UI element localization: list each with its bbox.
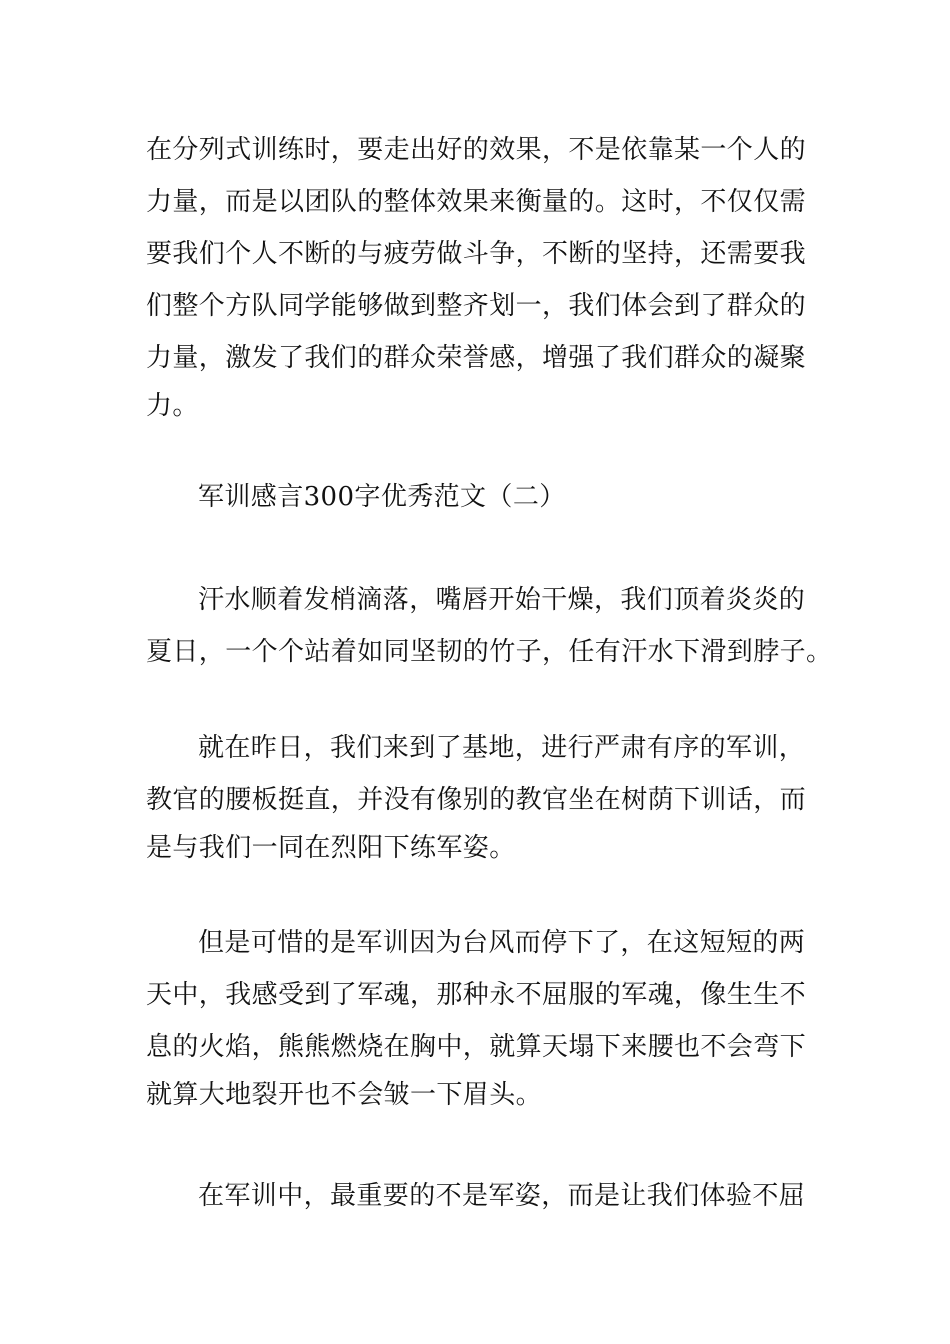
paragraph-line: 在军训中，最重要的不是军姿，而是让我们体验不屈 [198, 1181, 806, 1211]
paragraph-line: 力量，而是以团队的整体效果来衡量的。这时，不仅仅需 [146, 187, 807, 217]
section-heading: 军训感言300字优秀范文（二） [198, 482, 566, 512]
paragraph-line: 在分列式训练时，要走出好的效果，不是依靠某一个人的 [146, 135, 807, 165]
paragraph-line: 力。 [146, 391, 199, 421]
paragraph-line: 力量，激发了我们的群众荣誉感，增强了我们群众的凝聚 [146, 343, 807, 373]
paragraph-line: 夏日，一个个站着如同坚韧的竹子，任有汗水下滑到脖子。 [146, 637, 833, 667]
paragraph-line: 们整个方队同学能够做到整齐划一，我们体会到了群众的 [146, 291, 807, 321]
paragraph-line: 教官的腰板挺直，并没有像别的教官坐在树荫下训话，而 [146, 785, 807, 815]
paragraph-line: 就在昨日，我们来到了基地，进行严肃有序的军训， [198, 733, 806, 763]
paragraph-line: 是与我们一同在烈阳下练军姿。 [146, 833, 516, 863]
paragraph-line: 但是可惜的是军训因为台风而停下了，在这短短的两 [198, 928, 806, 958]
paragraph-line: 就算大地裂开也不会皱一下眉头。 [146, 1080, 543, 1110]
paragraph-line: 天中，我感受到了军魂，那种永不屈服的军魂，像生生不 [146, 980, 807, 1010]
paragraph-line: 汗水顺着发梢滴落，嘴唇开始干燥，我们顶着炎炎的 [198, 585, 806, 615]
paragraph-line: 息的火焰，熊熊燃烧在胸中，就算天塌下来腰也不会弯下 [146, 1032, 807, 1062]
paragraph-line: 要我们个人不断的与疲劳做斗争，不断的坚持，还需要我 [146, 239, 807, 269]
